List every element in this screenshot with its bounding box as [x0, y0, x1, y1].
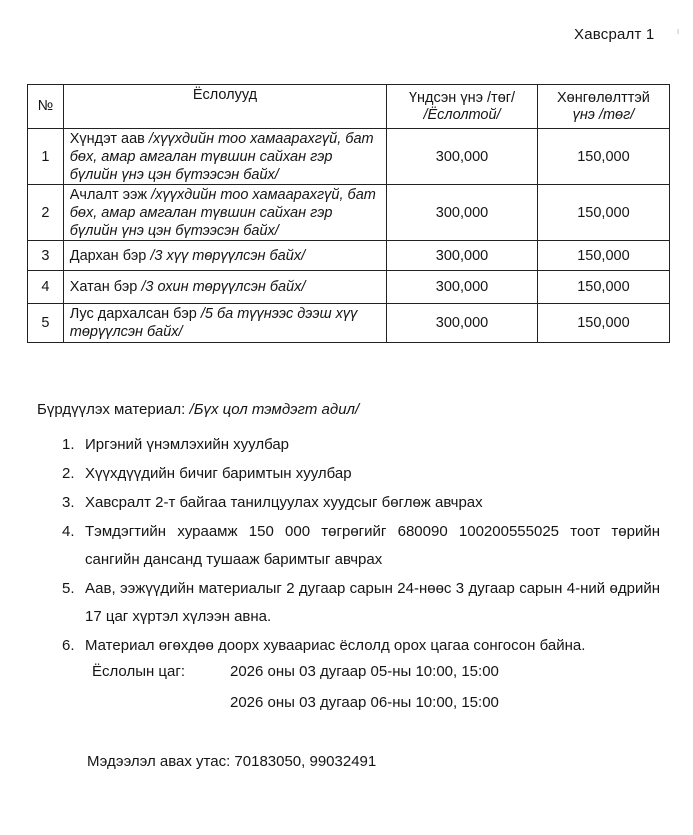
- row-base-price: 300,000: [387, 271, 538, 304]
- row-ceremony: [63, 185, 386, 241]
- row-no: 5: [28, 304, 64, 343]
- ceremony-condition: /хүүхдийн тоо хамаарахгүй, бат бөх, амар амгалан түвшин сайхан гэр бүлийн үнэ цэн бүтээсэн байх/: [69, 130, 374, 183]
- ceremony-title: Хүндэт аав: [69, 130, 145, 147]
- header-base-price: [387, 85, 538, 129]
- header-discount-price: [537, 85, 669, 129]
- row-no: 4: [28, 271, 64, 304]
- schedule-label: Ёслолын цаг:: [92, 663, 186, 680]
- list-item: [58, 518, 660, 574]
- list-item-number: 5.: [62, 580, 75, 597]
- table-row: [28, 304, 670, 343]
- list-item: [58, 575, 660, 631]
- appendix-label: Хавсралт 1: [574, 26, 655, 43]
- row-no: 1: [28, 129, 64, 185]
- materials-list: [58, 431, 660, 661]
- list-item: [58, 489, 660, 517]
- header-base-price-sub: /Ёслолтой/: [423, 106, 501, 123]
- row-discount-price: 150,000: [537, 304, 669, 343]
- list-item: [58, 460, 660, 488]
- row-discount-price: 150,000: [537, 185, 669, 241]
- list-item: [58, 431, 660, 459]
- row-ceremony: [63, 129, 386, 185]
- list-item-number: 6.: [62, 637, 75, 654]
- row-discount-price: 150,000: [537, 129, 669, 185]
- list-item-text: Аав, ээжүүдийн материалыг 2 дугаар сарын 24-нөөс 3 дугаар сарын 4-ний өдрийн 17 цаг хүртэл хүлээн авна.: [85, 580, 660, 625]
- table-row: [28, 185, 670, 241]
- row-discount-price: 150,000: [537, 241, 669, 271]
- ceremony-condition: /5 ба түүнээс дээш хүү төрүүлсэн байх/: [69, 306, 358, 340]
- schedule-line: 2026 оны 03 дугаар 05-ны 10:00, 15:00: [230, 663, 499, 680]
- row-ceremony: [63, 271, 386, 304]
- list-item-text: Материал өгөхдөө доорх хуваариас ёслолд орох цагаа сонгосон байна.: [85, 637, 586, 654]
- list-item-number: 1.: [62, 436, 75, 453]
- header-base-price-top: Үндсэн үнэ /төг/: [408, 89, 516, 106]
- table-row: [28, 271, 670, 304]
- ceremony-title: Хатан бэр: [69, 279, 138, 295]
- header-name: Ёслолууд: [63, 85, 386, 129]
- ceremony-title: Лус дархалсан бэр: [69, 306, 197, 322]
- table-header-row: [28, 85, 670, 129]
- contact-phones: Мэдээлэл авах утас: 70183050, 99032491: [87, 753, 377, 770]
- materials-heading-note: /Бүх цол тэмдэгт адил/: [189, 401, 360, 418]
- materials-heading: [37, 401, 359, 418]
- materials-heading-text: Бүрдүүлэх материал:: [37, 401, 190, 418]
- schedule-line: 2026 оны 03 дугаар 06-ны 10:00, 15:00: [230, 694, 499, 711]
- scan-mark: ι: [677, 26, 679, 36]
- row-base-price: 300,000: [387, 241, 538, 271]
- list-item-text: Иргэний үнэмлэхийн хуулбар: [85, 436, 290, 453]
- list-item-number: 2.: [62, 465, 75, 482]
- list-item: [58, 632, 660, 660]
- list-item-number: 3.: [62, 494, 75, 511]
- row-discount-price: 150,000: [537, 271, 669, 304]
- ceremony-condition: /3 охин төрүүлсэн байх/: [137, 279, 306, 295]
- header-no: №: [28, 85, 64, 129]
- ceremony-condition: /хүүхдийн тоо хамаарахгүй, бат бөх, амар амгалан түвшин сайхан гэр бүлийн үнэ цэн бүтээсэн байх/: [69, 186, 376, 239]
- row-base-price: 300,000: [387, 129, 538, 185]
- header-discount-price-sub: үнэ /төг/: [572, 106, 635, 123]
- list-item-text: Хүүхдүүдийн бичиг баримтын хуулбар: [85, 465, 352, 482]
- ceremony-title: Дархан бэр: [69, 247, 147, 264]
- row-ceremony: [63, 241, 386, 271]
- list-item-text: Тэмдэгтийн хураамж 150 000 төгрөгийг 680090 100200555025 тоот төрийн сангийн дансанд тушааж баримтыг авчрах: [85, 523, 660, 568]
- ceremony-condition: /3 хүү төрүүлсэн байх/: [146, 247, 306, 264]
- table-row: [28, 241, 670, 271]
- row-base-price: 300,000: [387, 304, 538, 343]
- list-item-number: 4.: [62, 523, 75, 540]
- row-no: 2: [28, 185, 64, 241]
- row-no: 3: [28, 241, 64, 271]
- ceremony-title: Ачлалт ээж: [69, 186, 148, 203]
- list-item-text: Хавсралт 2-т байгаа танилцуулах хуудсыг бөглөж авчрах: [85, 494, 483, 511]
- table-row: [28, 129, 670, 185]
- header-discount-price-top: Хөнгөлөлттэй: [557, 89, 650, 106]
- row-ceremony: [63, 304, 386, 343]
- row-base-price: 300,000: [387, 185, 538, 241]
- ceremony-price-table: [27, 84, 670, 343]
